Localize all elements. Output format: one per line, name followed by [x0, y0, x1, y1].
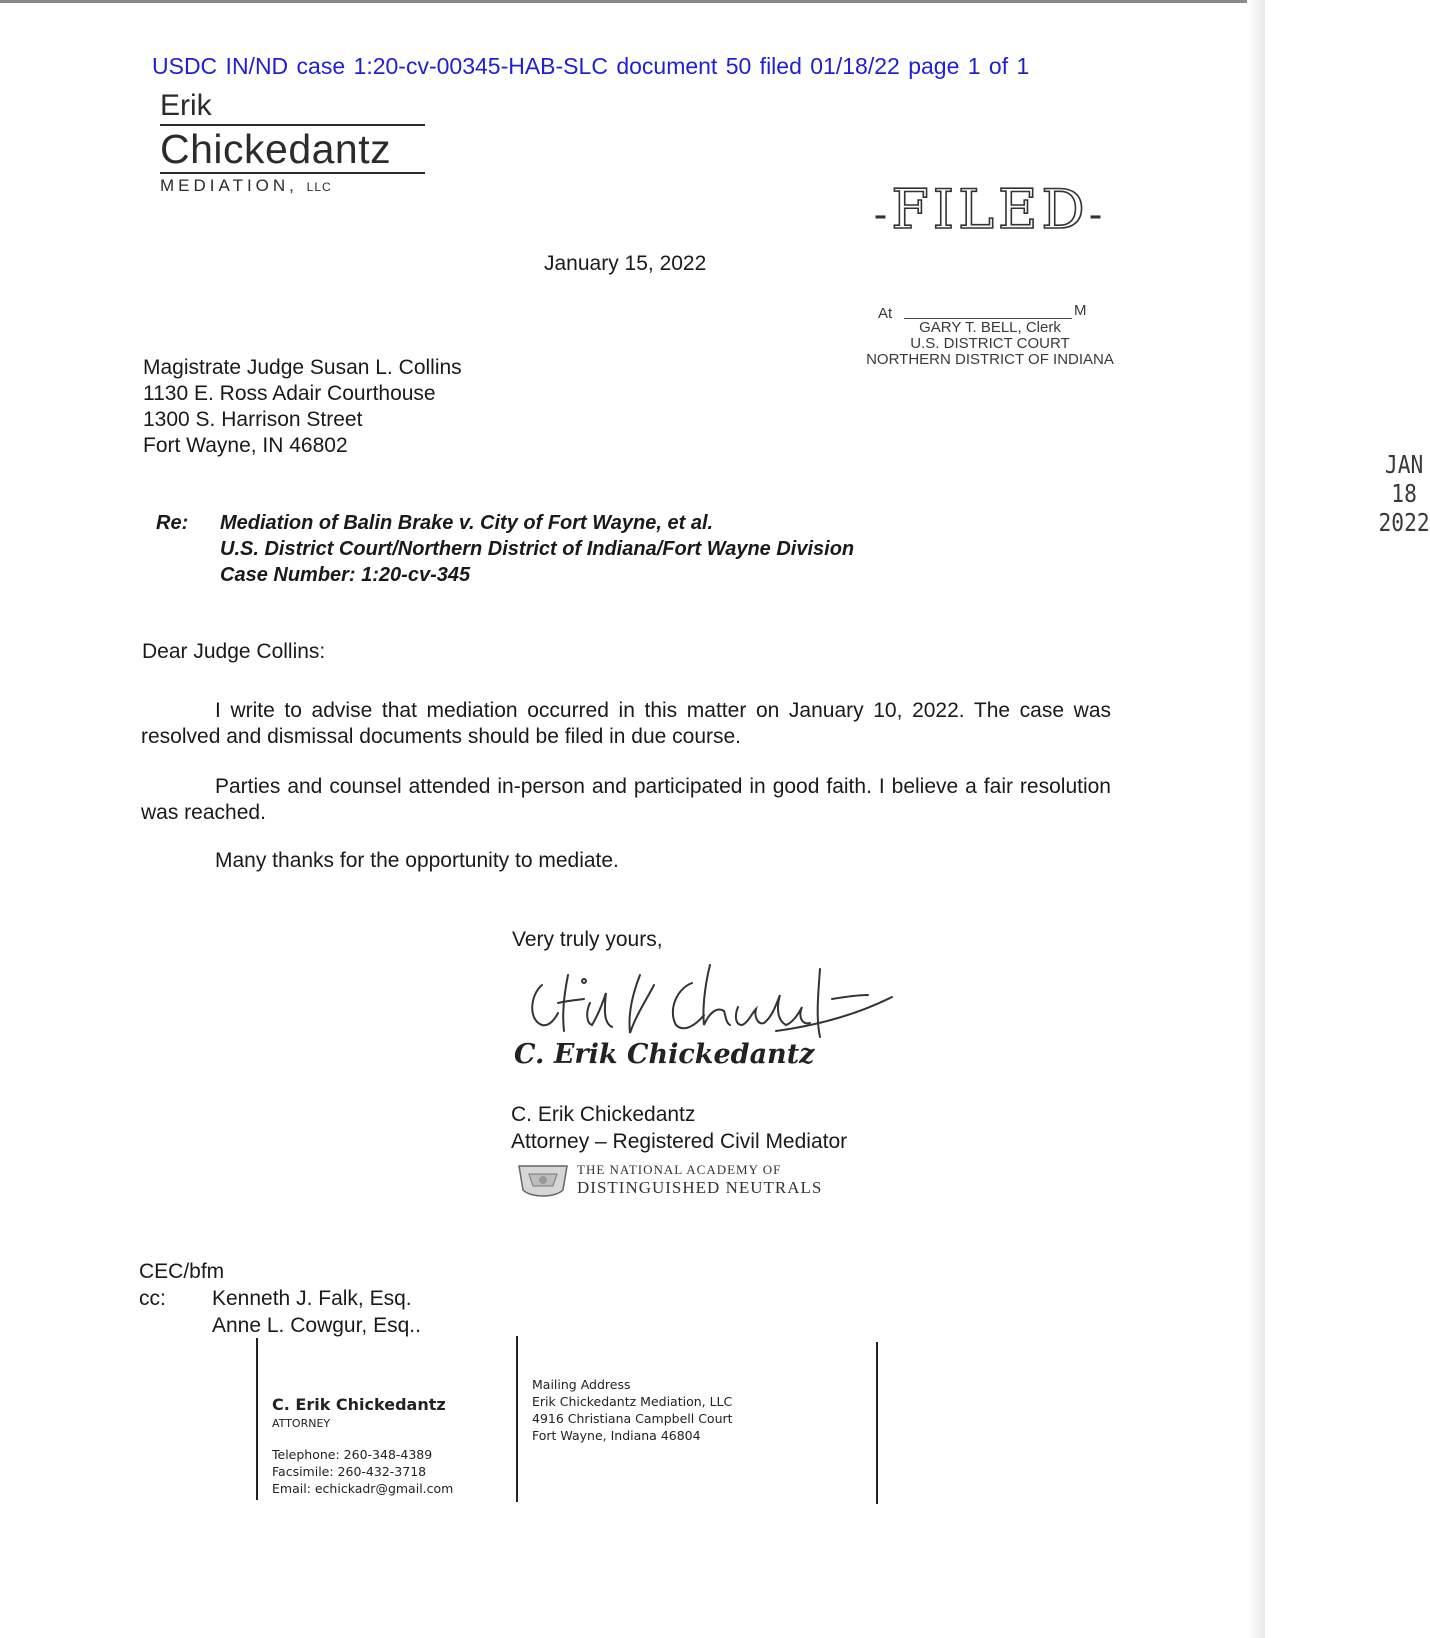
letter-date: January 15, 2022 [544, 252, 707, 275]
filed-stamp-clerk: GARY T. BELL, Clerk U.S. DISTRICT COURT NORTHERN DISTRICT OF INDIANA [866, 319, 1114, 368]
initials: CEC/bfm [139, 1260, 225, 1283]
paragraph-3: Many thanks for the opportunity to mediate. [215, 849, 619, 872]
academy-badge [515, 1158, 845, 1202]
closing: Very truly yours, [512, 928, 663, 951]
signer-block [511, 1101, 847, 1155]
cc-label: cc: [139, 1287, 166, 1310]
handwritten-signature [520, 945, 900, 1045]
cc-recipient: Anne L. Cowgur, Esq.. [212, 1314, 421, 1337]
footer-email: Email: echickadr@gmail.com [272, 1481, 454, 1496]
logo-last-name: Chickedantz [160, 126, 392, 172]
academy-line-2: DISTINGUISHED NEUTRALS [577, 1178, 823, 1197]
scan-top-edge [0, 0, 1265, 3]
scan-right-edge [1247, 0, 1265, 1638]
footer-divider [876, 1342, 878, 1504]
signer-title: Attorney – Registered Civil Mediator [511, 1130, 848, 1153]
filed-stamp-at: At [878, 305, 893, 322]
paragraph-2: Parties and counsel attended in-person and participated in good faith. I believe a fair resolution was reached. [141, 775, 1111, 824]
filed-stamp [830, 178, 1430, 537]
footer-name: C. Erik Chickedantz [272, 1395, 446, 1414]
filed-stamp-m: M [1074, 302, 1087, 319]
footer-divider [256, 1338, 258, 1500]
signer-name: C. Erik Chickedantz [511, 1103, 696, 1126]
footer-mailing-address: Mailing Address Erik Chickedantz Mediation, LLC 4916 Christiana Campbell Court Fort Wayne, Indiana 46804 [532, 1377, 733, 1443]
signature-typed-name: C. Erik Chickedantz [514, 1039, 815, 1070]
academy-line-1: THE NATIONAL ACADEMY OF [577, 1162, 782, 1177]
footer-facsimile: Facsimile: 260-432-3718 [272, 1464, 427, 1479]
salutation: Dear Judge Collins: [142, 640, 326, 663]
logo-first-name: Erik [160, 89, 212, 122]
filed-stamp-date: JAN 18 2022 [1378, 450, 1430, 537]
paragraph-1: I write to advise that mediation occurred in this matter on January 10, 2022. The case was resolved and dismissal documents should be filed in due course. [141, 699, 1111, 748]
cc-recipient: Kenneth J. Falk, Esq. [212, 1287, 412, 1310]
footer-telephone: Telephone: 260-348-4389 [272, 1447, 433, 1462]
recipient-address: Magistrate Judge Susan L. Collins 1130 E. Ross Adair Courthouse 1300 S. Harrison Street Fort Wayne, IN 46802 [143, 356, 462, 457]
footer-divider [516, 1336, 518, 1502]
re-block: Re: Mediation of Balin Brake v. City of Fort Wayne, et al. U.S. District Court/Northern District of Indiana/Fort Wayne Division Case Number: 1:20-cv-345 [156, 512, 855, 586]
re-label: Re: [156, 512, 189, 534]
logo-subtitle: MEDIATION, LLC [160, 176, 332, 195]
letterhead-logo [160, 90, 430, 199]
footer-contact [272, 1446, 453, 1497]
cc-block [139, 1285, 421, 1339]
filed-stamp-title: -FILED- [873, 178, 1107, 241]
footer-role: ATTORNEY [272, 1417, 331, 1430]
court-filing-header: USDC IN/ND case 1:20-cv-00345-HAB-SLC document 50 filed 01/18/22 page 1 of 1 [152, 53, 1030, 79]
academy-seal-icon [515, 1160, 571, 1202]
